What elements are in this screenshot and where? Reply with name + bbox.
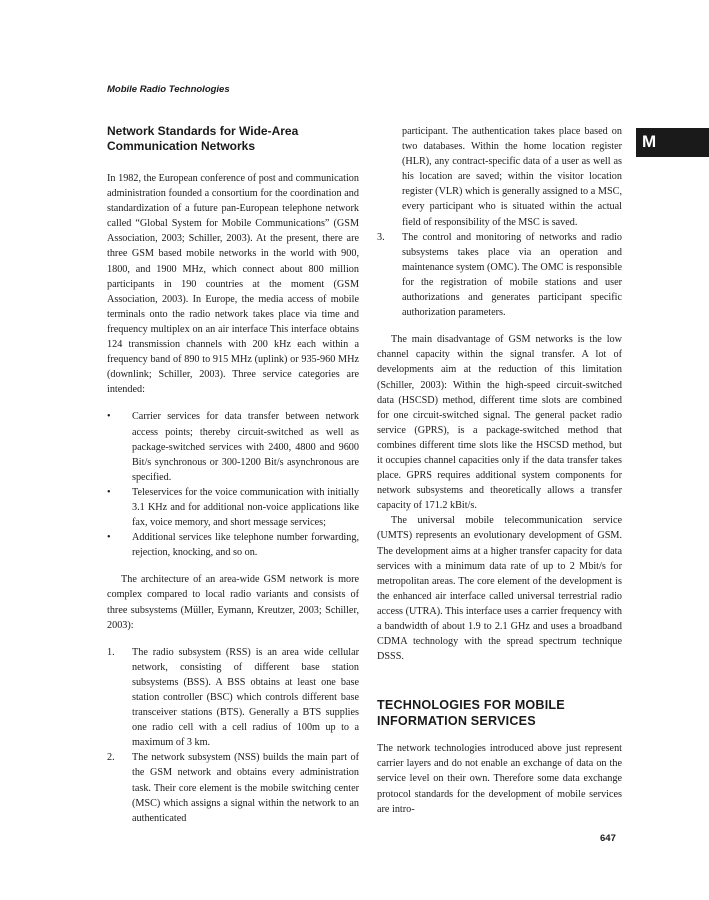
list-item-text: The radio subsystem (RSS) is an area wide cellular network, consisting of different base station subsystems (BSS). A BSS obtains at least one base station controller (BSC) which controls different base transceiver stations (BTS). Generally a BTS supplies one radio cell with a cell radius of 100m up to a maximum of 3 km. — [132, 646, 359, 749]
bullet-marker: • — [107, 532, 111, 544]
subsection-title — [107, 124, 359, 154]
section-title-line-1: TECHNOLOGIES FOR MOBILE — [377, 698, 565, 713]
section-title — [377, 698, 622, 729]
list-item-continuation — [377, 124, 622, 230]
list-item-text: Teleservices for the voice communication with initially 3.1 KHz and for additional non-voice applications like fax, voice memory, and short message services; — [132, 486, 359, 529]
service-category-list — [107, 409, 359, 560]
subsystem-list-continued — [377, 124, 622, 320]
list-item — [107, 485, 359, 530]
number-marker: 2. — [107, 752, 115, 764]
number-marker: 1. — [107, 646, 115, 658]
section-tab — [636, 128, 709, 157]
section-title-line-2: INFORMATION SERVICES — [377, 713, 536, 728]
bullet-marker: • — [107, 411, 111, 423]
list-item-text: Carrier services for data transfer between network access points; thereby circuit-switched as well as package-switched services with 2400, 4800 and 9600 Bit/s synchronous or 300-1200 Bit/s asynchronous are specified. — [132, 411, 359, 483]
list-item-text: participant. The authentication takes place based on two databases. Within the home location register (HLR), any contract-specific data of a user as well as his location are saved; within the visitor location register (VLR) which is generally assigned to a MSC, every participant who is situated within the actual field of responsibility of the MSC is saved. — [402, 126, 622, 228]
number-marker: 3. — [377, 231, 385, 243]
list-item — [377, 230, 622, 321]
subsystem-list — [107, 645, 359, 826]
subsection-title-line-1: Network Standards for Wide-Area — [107, 124, 299, 138]
list-item — [107, 530, 359, 560]
paragraph-technologies-intro: The network technologies introduced above just represent carrier layers and do not enable an exchange of data on the service level on their own. Therefore some data exchange protocol standards for the development of mobile services are intro- — [377, 743, 622, 815]
list-item-text: Additional services like telephone number forwarding, rejection, knocking, and so on. — [132, 532, 359, 559]
section-tab-letter: M — [642, 132, 657, 151]
list-item-text: The network subsystem (NSS) builds the main part of the GSM network and obtains every administration task. Their core element is the mobile switching center (MSC) which assigns a signal within the network to an authenticated — [132, 752, 359, 824]
subsection-title-line-2: Communication Networks — [107, 139, 256, 153]
paragraph-umts: The universal mobile telecommunication service (UMTS) represents an evolutionary development of GSM. The development aims at a higher transfer capacity for data services with a minimum data rate of up to 2 Mbit/s for metropolitan areas. The core element of the development is the enhanced air interface called universal terrestrial radio access (UTRA). This interface uses a carrier frequency with a bandwidth of about 1.9 to 2.1 GHz and uses a broadband CDMA technology with the spread spectrum technique DSSS. — [377, 515, 622, 663]
left-column — [107, 124, 359, 826]
page-number: 647 — [600, 833, 616, 844]
list-item — [107, 645, 359, 751]
list-item — [107, 750, 359, 825]
list-item-text: The control and monitoring of networks and radio subsystems takes place via an operation and maintenance system (OMC). The OMC is responsible for the registration of mobile stations and user authorizations and generates participant specific authorization parameters. — [402, 231, 622, 319]
paragraph-gsm-intro: In 1982, the European conference of post and communication administration founded a consortium for the coordination and standardization of a future pan-European telephone network called “Global System for Mobile Communications” (GSM Association, 2003; Schiller, 2003). At the present, there are three GSM based mobile networks in the world with 900, 1800, and 1900 MHz, which connect about 800 million participants in 190 countries at the moment (GSM Association, 2003). In Europe, the media access of mobile terminals onto the radio network takes place via time and frequency multiplex on an air interface This interface obtains 124 transmission channels with 200 kHz each within a frequency band of 890 to 915 MHz (uplink) or 935-960 MHz (downlink; Schiller, 2003). Three service categories are intended: — [107, 173, 359, 396]
paragraph-gsm-disadvantage: The main disadvantage of GSM networks is the low channel capacity within the signal transfer. A lot of developments aim at the reduction of this limitation (Schiller, 2003): Within the high-speed circuit-switched data (HSCSD) method, different time slots are combined for one circuit-switched signal. The general packet radio service (GPRS), is a package-switched method that combines different time slots like the HSCSD method, but it occupies channel capacities only if the data transfer takes place. GPRS requires additional system components for network subsystems and theoretically allows a transfer capacity of 171.2 kBit/s. — [377, 334, 622, 512]
list-item — [107, 409, 359, 484]
paragraph-architecture: The architecture of an area-wide GSM network is more complex compared to local radio variants and consists of three subsystems (Müller, Eymann, Kreutzer, 2003; Schiller, 2003): — [107, 574, 359, 631]
right-column — [377, 124, 622, 817]
bullet-marker: • — [107, 486, 111, 498]
running-header: Mobile Radio Technologies — [107, 84, 230, 95]
